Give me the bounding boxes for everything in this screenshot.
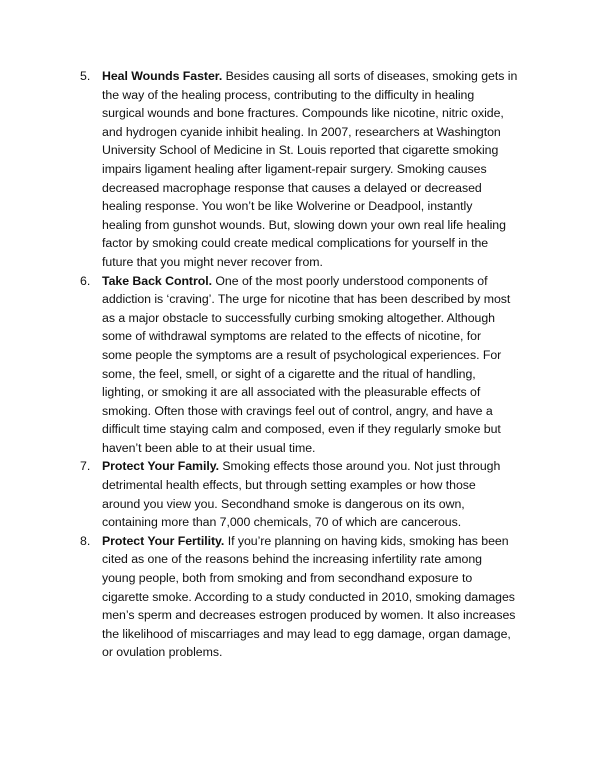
- item-number: 5.: [80, 69, 91, 83]
- item-text-line: some people the symptoms are a result of psychological experiences. For: [102, 347, 502, 362]
- item-text-line: some, the feel, smell, or sight of a cigarette and the ritual of handling,: [102, 366, 476, 381]
- item-text-line: Besides causing all sorts of diseases, smoking gets in: [222, 69, 518, 83]
- item-number: 6.: [80, 273, 91, 288]
- item-text-line: decreased macrophage response that causes a delayed or decreased: [102, 180, 482, 195]
- item-text-line: haven’t been able to at their usual time.: [102, 440, 316, 455]
- item-text-line: containing more than 7,000 chemicals, 70 of which are cancerous.: [102, 515, 462, 530]
- item-text-line: or ovulation problems.: [102, 645, 223, 660]
- item-title: Heal Wounds Faster.: [102, 69, 223, 83]
- item-text-line: Smoking effects those around you. Not just through: [218, 459, 501, 474]
- item-text-line: around you view you. Secondhand smoke is dangerous on its own,: [102, 496, 465, 511]
- item-text-line: some of withdrawal symptoms are related to the effects of nicotine, for: [102, 329, 482, 344]
- item-text-line: University School of Medicine in St. Louis reported that cigarette smoking: [102, 143, 499, 158]
- list-item-8: [80, 532, 545, 662]
- item-first-line: [102, 272, 545, 291]
- item-text-line: One of the most poorly understood components of: [212, 273, 488, 288]
- item-text-line: young people, both from smoking and from secondhand exposure to: [102, 571, 473, 586]
- item-text-line: healing response. You won’t be like Wolverine or Deadpool, instantly: [102, 199, 473, 214]
- item-title: Protect Your Fertility.: [102, 533, 225, 548]
- item-text-line: lighting, or smoking it are all associated with the pleasurable effects of: [102, 385, 481, 400]
- item-text-line: factor by smoking could create medical complications for yourself in the: [102, 236, 489, 251]
- item-first-line: [102, 67, 545, 86]
- item-text-line: the way of the healing process, contributing to the difficulty in healing: [102, 87, 475, 102]
- item-text-line: and hydrogen cyanide inhibit healing. In 2007, researchers at Washington: [102, 124, 501, 139]
- item-text-line: detrimental health effects, but through setting examples or how those: [102, 478, 476, 493]
- list-item-5: [80, 67, 545, 272]
- list-item-7: [80, 457, 545, 531]
- item-number: 7.: [80, 459, 91, 474]
- item-number: 8.: [80, 533, 91, 548]
- item-first-line: [102, 532, 545, 551]
- numbered-list: [80, 67, 545, 662]
- item-text-line: addiction is ‘craving’. The urge for nicotine that has been described by most: [102, 292, 511, 307]
- item-text-line: cited as one of the reasons behind the increasing infertility rate among: [102, 552, 482, 567]
- item-title: Protect Your Family.: [102, 459, 219, 474]
- item-text-line: If you’re planning on having kids, smoking has been: [224, 533, 509, 548]
- item-text-line: impairs ligament healing after ligament-repair surgery. Smoking causes: [102, 161, 487, 176]
- list-item-6: [80, 272, 545, 458]
- item-first-line: [102, 457, 545, 476]
- item-text-line: surgical wounds and bone fractures. Compounds like nicotine, nitric oxide,: [102, 106, 504, 121]
- item-text-line: as a major obstacle to successfully curbing smoking altogether. Although: [102, 310, 495, 325]
- item-text-line: smoking. Often those with cravings feel out of control, angry, and have a: [102, 403, 493, 418]
- item-text-line: men’s sperm and decreases estrogen produced by women. It also increases: [102, 608, 516, 623]
- item-title: Take Back Control.: [102, 273, 212, 288]
- item-text-line: the likelihood of miscarriages and may lead to egg damage, organ damage,: [102, 626, 511, 641]
- item-text-line: healing from gunshot wounds. But, slowing down your own real life healing: [102, 217, 506, 232]
- item-text-line: future that you might never recover from.: [102, 254, 323, 269]
- item-text-line: difficult time staying calm and composed, even if they regularly smoke but: [102, 422, 501, 437]
- item-text-line: cigarette smoke. According to a study conducted in 2010, smoking damages: [102, 589, 515, 604]
